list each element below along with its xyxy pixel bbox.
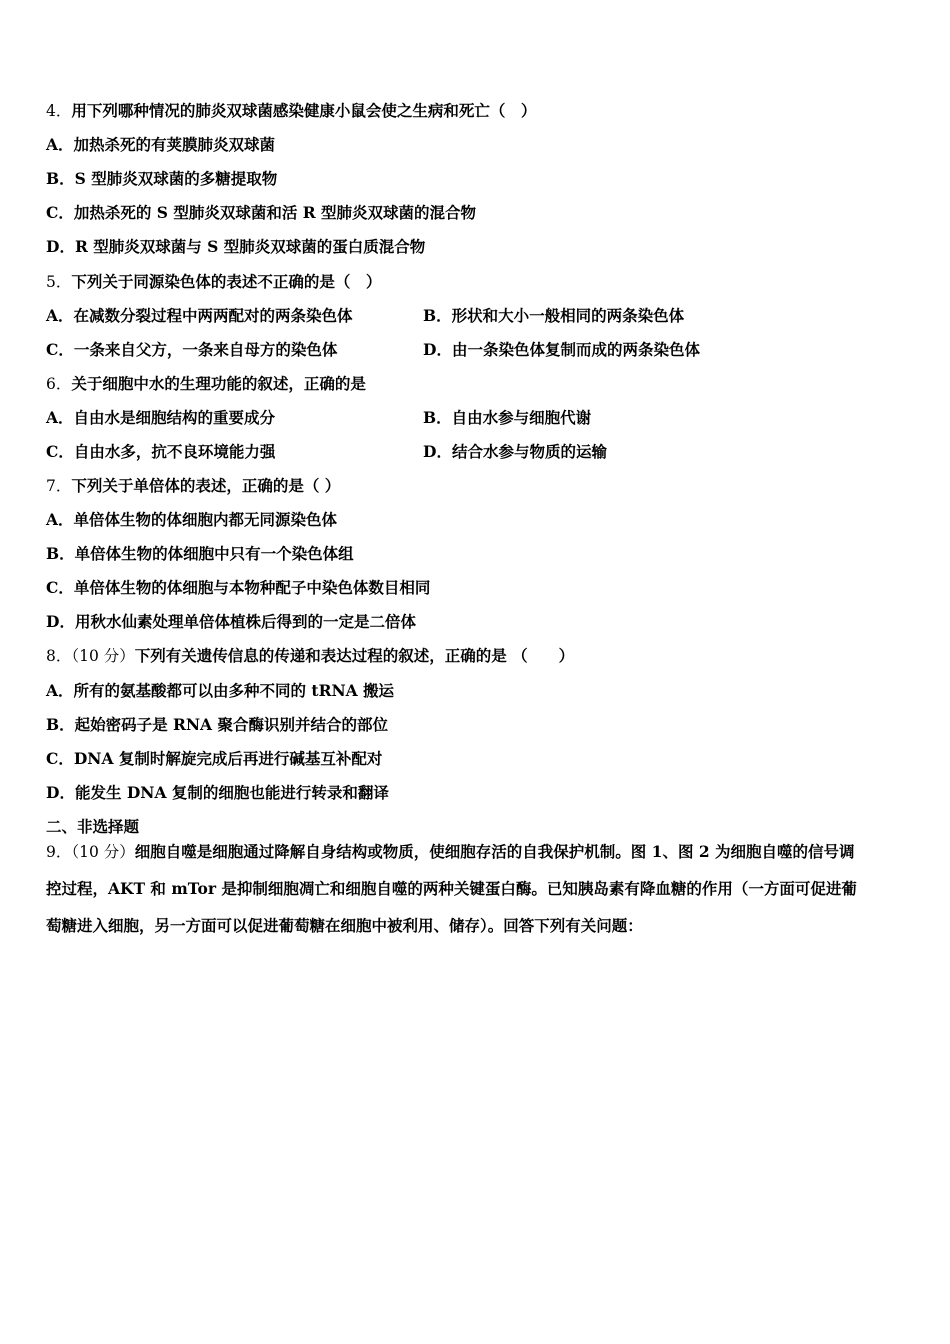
question-text: 下列关于同源染色体的表述不正确的是（ ） — [71, 272, 382, 291]
question-7-option-c: C．单倍体生物的体细胞与本物种配子中染色体数目相同 — [46, 578, 431, 597]
question-8-stem — [46, 645, 574, 667]
question-6-option-d: D．结合水参与物质的运输 — [423, 442, 607, 461]
question-text: 下列关于单倍体的表述，正确的是（ ） — [71, 476, 341, 495]
question-number: 5． — [46, 273, 72, 291]
question-number: 9． — [46, 843, 72, 861]
question-text: 细胞自噬是细胞通过降解自身结构或物质，使细胞存活的自我保护机制。图 1、图 2 为细胞自噬的信号调 — [134, 842, 855, 861]
question-text: 用下列哪种情况的肺炎双球菌感染健康小鼠会使之生病和死亡（ ） — [71, 101, 537, 120]
question-number: 6． — [46, 375, 72, 393]
question-6-stem — [46, 373, 366, 395]
question-4-stem — [46, 100, 536, 122]
question-8-option-b: B．起始密码子是 RNA 聚合酶识别并结合的部位 — [46, 715, 388, 734]
question-number: 7． — [46, 477, 72, 495]
question-5-option-a: A．在减数分裂过程中两两配对的两条染色体 — [46, 306, 353, 325]
question-5-options-row-1 — [46, 305, 908, 327]
question-6-options-row-2 — [46, 441, 908, 463]
question-6-option-a: A．自由水是细胞结构的重要成分 — [46, 408, 276, 427]
question-9-line-1 — [46, 841, 855, 863]
question-number: 8． — [46, 647, 72, 665]
question-5-option-c: C．一条来自父方，一条来自母方的染色体 — [46, 340, 338, 359]
question-5-option-b: B．形状和大小一般相同的两条染色体 — [423, 306, 685, 325]
question-7-stem — [46, 475, 340, 497]
question-number: 4． — [46, 102, 72, 120]
question-6-option-c: C．自由水多，抗不良环境能力强 — [46, 442, 276, 461]
question-7-option-a: A．单倍体生物的体细胞内都无同源染色体 — [46, 510, 338, 529]
question-4-option-c: C．加热杀死的 S 型肺炎双球菌和活 R 型肺炎双球菌的混合物 — [46, 203, 477, 222]
question-score: （10 分） — [71, 843, 135, 861]
question-8-option-a: A．所有的氨基酸都可以由多种不同的 tRNA 搬运 — [46, 681, 395, 700]
question-4-option-b: B．S 型肺炎双球菌的多糖提取物 — [46, 169, 278, 188]
question-4-option-d: D．R 型肺炎双球菌与 S 型肺炎双球菌的蛋白质混合物 — [46, 237, 426, 256]
question-text: 下列有关遗传信息的传递和表达过程的叙述，正确的是 （ ） — [134, 646, 575, 665]
section-heading: 二、非选择题 — [46, 817, 140, 836]
question-text: 关于细胞中水的生理功能的叙述，正确的是 — [71, 374, 366, 393]
question-5-option-d: D．由一条染色体复制而成的两条染色体 — [423, 340, 700, 359]
question-6-option-b: B．自由水参与细胞代谢 — [423, 408, 592, 427]
question-9-line-2: 控过程，AKT 和 mTor 是抑制细胞凋亡和细胞自噬的两种关键蛋白酶。已知胰岛素有降血糖的作用（一方面可促进葡 — [46, 879, 857, 898]
question-score: （10 分） — [71, 647, 135, 665]
question-6-options-row-1 — [46, 407, 908, 429]
question-5-options-row-2 — [46, 339, 908, 361]
question-5-stem — [46, 271, 381, 293]
question-7-option-b: B．单倍体生物的体细胞中只有一个染色体组 — [46, 544, 354, 563]
question-9-line-3: 萄糖进入细胞，另一方面可以促进葡萄糖在细胞中被利用、储存）。回答下列有关问题： — [46, 916, 643, 935]
question-4-option-a: A．加热杀死的有荚膜肺炎双球菌 — [46, 135, 276, 154]
question-8-option-c: C．DNA 复制时解旋完成后再进行碱基互补配对 — [46, 749, 383, 768]
question-8-option-d: D．能发生 DNA 复制的细胞也能进行转录和翻译 — [46, 783, 389, 802]
question-7-option-d: D．用秋水仙素处理单倍体植株后得到的一定是二倍体 — [46, 612, 416, 631]
